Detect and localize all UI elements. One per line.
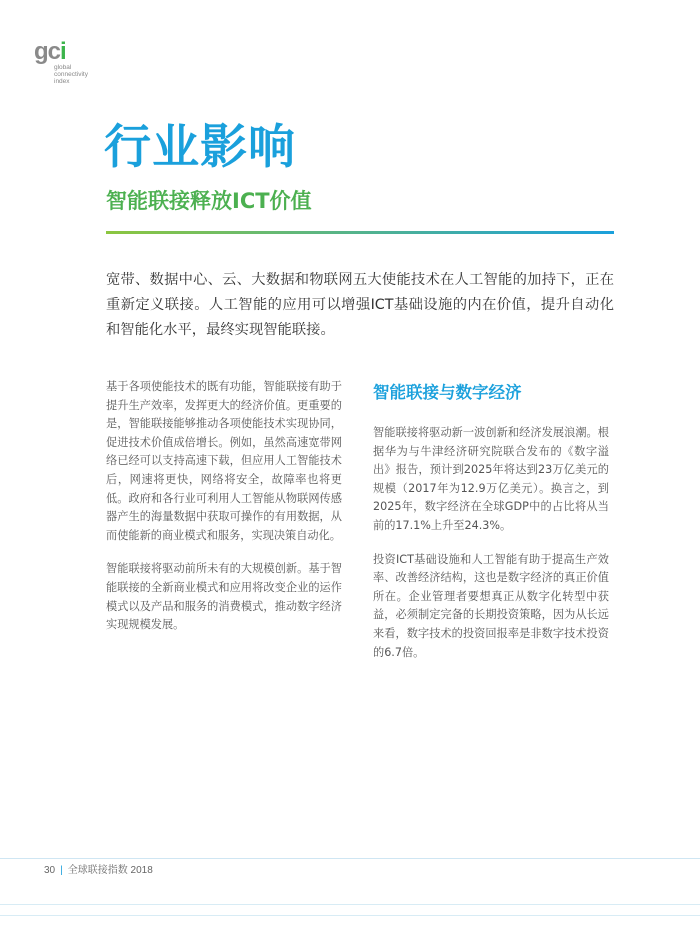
left-paragraph-2: 智能联接将驱动前所未有的大规模创新。基于智能联接的全新商业模式和应用将改变企业的运作模式以及产品和服务的消费模式，推动数字经济实现规模发展。 <box>106 562 342 632</box>
right-paragraph-1: 智能联接将驱动新一波创新和经济发展浪潮。根据华为与牛津经济研究院联合发布的《数字溢出》报告，预计到2025年将达到23万亿美元的规模（2017年为12.9万亿美元）。换言之，到2025年，数字经济在全球GDP中的占比将从当前的17.1%上升至24.3%。 <box>373 426 609 532</box>
left-column <box>106 378 342 635</box>
page-subtitle: 智能联接释放ICT价值 <box>106 189 312 213</box>
gci-logo <box>34 40 104 86</box>
section-heading: 智能联接与数字经济 <box>373 383 522 402</box>
right-paragraph-2: 投资ICT基础设施和人工智能有助于提高生产效率、改善经济结构，这也是数字经济的真正价值所在。企业管理者要想真正从数字化转型中获益，必须制定完备的长期投资策略，因为从长远来看，数字技术的投资回报率是非数字技术投资的6.7倍。 <box>373 552 609 659</box>
footer-separator: | <box>60 865 63 876</box>
footer-decorative-lines <box>0 904 700 916</box>
page-number: 30 <box>44 865 56 876</box>
right-column <box>373 424 609 662</box>
logo-mark-main: gc <box>34 38 61 65</box>
logo-line-global: global <box>54 64 72 71</box>
logo-wordmark <box>54 64 88 85</box>
lead-paragraph: 宽带、数据中心、云、大数据和物联网五大使能技术在人工智能的加持下，正在重新定义联接。人工智能的应用可以增强ICT基础设施的内在价值，提升自动化和智能化水平，最终实现智能联接。 <box>106 272 614 338</box>
logo-mark-dot: i <box>60 38 66 65</box>
logo-line-connectivity: connectivity <box>54 71 88 78</box>
page-footer <box>44 864 153 878</box>
gci-logo-mark <box>34 40 66 64</box>
page-title: 行业影响 <box>104 120 296 175</box>
title-divider <box>106 231 614 234</box>
footer-divider <box>0 858 700 859</box>
publication-title: 全球联接指数 2018 <box>67 865 153 876</box>
logo-line-index: index <box>54 78 70 85</box>
left-paragraph-1: 基于各项使能技术的既有功能，智能联接有助于提升生产效率，发挥更大的经济价值。更重要的是，智能联接能够推动各项使能技术实现协同，促进技术价值成倍增长。例如，虽然高速宽带网络已经可以支持高速下载，但应用人工智能技术后，网速将更快，网络将安全，故障率也将更低。政府和各行业可利用人工智能从物联网传感器产生的海量数据中获取可操作的有用数据，从而使能新的商业模式和服务，实现决策自动化。 <box>106 380 342 542</box>
